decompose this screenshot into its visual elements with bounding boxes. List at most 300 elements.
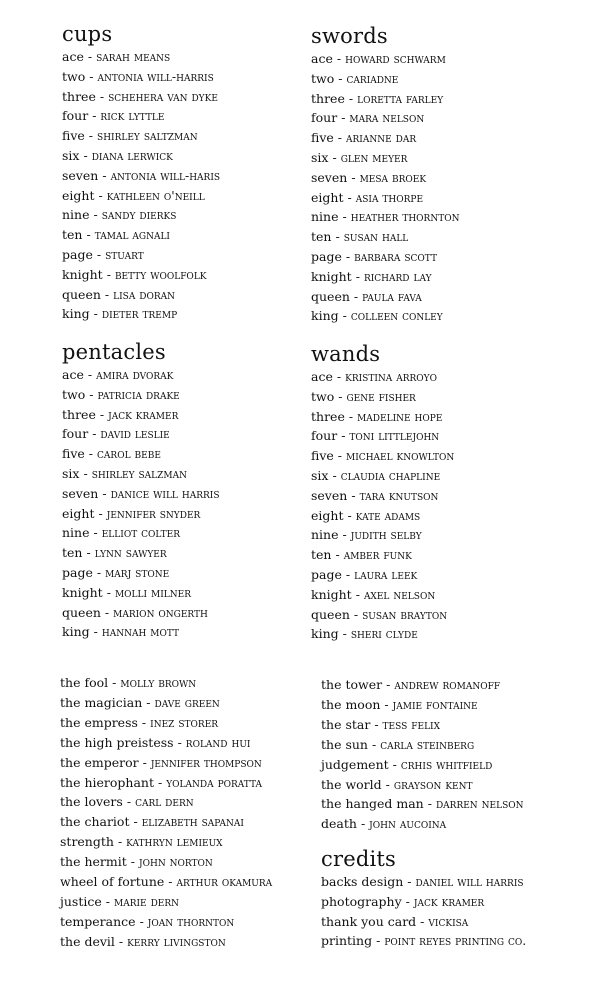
separator-dash: - (342, 209, 347, 225)
card-name: backs design (321, 874, 404, 889)
artist-name: kathleen o'neill (106, 187, 205, 203)
card-name: eight (62, 505, 95, 521)
card-name: six (311, 149, 329, 165)
card-name: the hanged man (321, 796, 424, 812)
artist-name: paula fava (362, 288, 422, 304)
separator-dash: - (374, 716, 379, 732)
list-item (321, 912, 526, 932)
separator-dash: - (385, 776, 390, 792)
list-item (311, 89, 459, 109)
separator-dash: - (98, 187, 103, 203)
artist-name: lynn sawyer (94, 545, 167, 561)
list-item (311, 585, 454, 605)
credits-list (321, 872, 526, 951)
list-item (311, 506, 454, 526)
cups-list (62, 47, 220, 324)
artist-name: roland hui (185, 734, 251, 750)
separator-dash: - (93, 624, 98, 640)
artist-name: vickisa (428, 913, 469, 929)
list-item (60, 932, 272, 952)
card-name: photography (321, 893, 402, 909)
list-item (321, 755, 524, 775)
list-item (62, 245, 220, 265)
card-name: two (311, 70, 335, 86)
list-item (62, 186, 220, 206)
artist-name: daniel will harris (415, 874, 524, 889)
separator-dash: - (337, 448, 343, 464)
card-name: king (62, 624, 90, 640)
card-name: two (311, 388, 335, 404)
separator-dash: - (341, 110, 346, 126)
list-item (62, 622, 220, 642)
artist-name: point reyes printing co. (384, 933, 527, 949)
list-item (62, 484, 220, 504)
artist-name: jennifer thompson (150, 754, 262, 770)
list-item (311, 624, 454, 644)
card-name: ace (62, 49, 84, 64)
card-name: page (311, 248, 342, 264)
card-name: king (62, 306, 90, 322)
list-item (311, 387, 454, 407)
artist-name: antonia will-haris (110, 167, 221, 183)
list-item (311, 128, 459, 148)
list-item (311, 486, 454, 506)
artist-name: claudia chapline (340, 467, 441, 483)
card-name: king (311, 308, 339, 324)
separator-dash: - (99, 406, 105, 422)
artist-name: elliot colter (101, 525, 181, 541)
artist-name: jennifer snyder (106, 505, 201, 521)
separator-dash: - (96, 246, 102, 262)
major-arcana-right-section (321, 675, 524, 834)
artist-name: john norton (138, 854, 213, 870)
list-item (60, 812, 272, 832)
list-item (62, 87, 220, 107)
list-item (311, 148, 459, 168)
list-item (60, 892, 272, 912)
list-item (321, 675, 524, 695)
artist-name: elizabeth sapanai (141, 814, 244, 830)
separator-dash: - (336, 369, 342, 384)
artist-name: asia thorpe (355, 189, 424, 205)
card-name: temperance (60, 913, 136, 929)
artist-name: arianne dar (346, 130, 417, 146)
card-name: queen (311, 288, 350, 304)
separator-dash: - (141, 714, 147, 730)
separator-dash: - (89, 68, 94, 84)
artist-name: michael knowlton (346, 448, 455, 464)
list-item (60, 673, 272, 693)
artist-name: toni littlejohn (349, 428, 440, 444)
list-item (311, 267, 459, 287)
card-name: seven (311, 169, 348, 185)
major-arcana-right-list (321, 675, 524, 834)
wands-list (311, 367, 454, 644)
separator-dash: - (88, 128, 94, 144)
card-name: nine (62, 207, 90, 223)
separator-dash: - (112, 675, 117, 690)
separator-dash: - (338, 70, 343, 86)
wands-heading: wands (311, 342, 381, 366)
card-name: queen (311, 606, 350, 622)
separator-dash: - (355, 586, 360, 602)
card-name: four (311, 110, 338, 126)
list-item (62, 543, 220, 563)
list-item (321, 931, 526, 951)
card-name: five (311, 130, 334, 146)
card-name: ten (62, 227, 83, 243)
separator-dash: - (177, 734, 182, 750)
separator-dash: - (83, 465, 88, 481)
list-item (60, 872, 272, 892)
artist-name: lisa doran (113, 286, 176, 302)
card-name: nine (311, 209, 339, 225)
card-name: eight (311, 189, 344, 205)
list-item (62, 265, 220, 285)
separator-dash: - (341, 428, 346, 444)
separator-dash: - (93, 525, 98, 541)
card-name: the fool (60, 675, 109, 690)
artist-name: dave green (154, 694, 220, 710)
separator-dash: - (142, 754, 147, 770)
separator-dash: - (342, 626, 347, 642)
separator-dash: - (102, 485, 107, 501)
separator-dash: - (88, 446, 94, 462)
list-item (311, 426, 454, 446)
credits-section (321, 847, 526, 951)
separator-dash: - (342, 527, 347, 543)
separator-dash: - (348, 90, 354, 106)
artist-name: betty woolfolk (114, 266, 207, 282)
separator-dash: - (105, 893, 110, 909)
artist-name: cariadne (346, 70, 399, 86)
separator-dash: - (96, 564, 102, 580)
card-name: ten (62, 545, 83, 561)
card-name: ten (311, 229, 332, 245)
artist-name: molly brown (120, 675, 197, 690)
artist-name: patricia drake (97, 386, 180, 402)
card-name: the high preistess (60, 734, 174, 750)
artist-name: madeline hope (357, 408, 443, 424)
list-item (60, 852, 272, 872)
list-item (311, 168, 459, 188)
card-name: thank you card (321, 913, 417, 929)
list-item (62, 583, 220, 603)
credits-heading: credits (321, 847, 397, 871)
list-item (62, 146, 220, 166)
artist-name: danice will harris (110, 485, 220, 501)
list-item (321, 715, 524, 735)
separator-dash: - (87, 367, 93, 382)
card-name: wheel of fortune (60, 874, 165, 890)
artist-name: stuart (105, 246, 144, 262)
artist-name: gene fisher (346, 388, 416, 404)
list-item (311, 227, 459, 247)
card-name: the devil (60, 933, 115, 949)
artist-name: mara nelson (349, 110, 425, 126)
separator-dash: - (83, 147, 88, 163)
card-name: three (311, 408, 345, 424)
card-name: six (62, 465, 80, 481)
artist-name: sarah means (96, 49, 171, 64)
list-item (311, 407, 454, 427)
list-item (311, 565, 454, 585)
list-item (311, 466, 454, 486)
list-item (321, 735, 524, 755)
separator-dash: - (420, 913, 425, 929)
separator-dash: - (168, 874, 173, 890)
card-name: king (311, 626, 339, 642)
card-name: five (62, 128, 85, 144)
list-item (62, 304, 220, 324)
card-name: three (311, 90, 345, 106)
list-item (311, 207, 459, 227)
wands-section (311, 342, 454, 644)
card-name: three (62, 88, 96, 104)
separator-dash: - (146, 694, 151, 710)
list-item (321, 695, 524, 715)
separator-dash: - (342, 308, 347, 324)
card-name: the empress (60, 714, 138, 730)
separator-dash: - (337, 130, 343, 146)
list-item (311, 306, 459, 326)
list-item (311, 446, 454, 466)
list-item (62, 126, 220, 146)
list-item (311, 108, 459, 128)
separator-dash: - (345, 248, 351, 264)
artist-name: marie dern (114, 893, 180, 909)
list-item (60, 693, 272, 713)
separator-dash: - (86, 227, 91, 243)
card-name: ten (311, 547, 332, 563)
artist-name: loretta farley (357, 90, 444, 106)
list-item (62, 424, 220, 444)
artist-name: richard lay (363, 268, 432, 284)
separator-dash: - (139, 913, 144, 929)
card-name: knight (311, 268, 352, 284)
artist-name: david leslie (100, 426, 170, 442)
list-item (62, 47, 220, 67)
card-name: eight (62, 187, 95, 203)
separator-dash: - (336, 51, 342, 66)
card-name: the chariot (60, 814, 130, 830)
artist-name: carla steinberg (380, 736, 475, 752)
card-name: ace (311, 369, 333, 384)
card-name: seven (311, 487, 348, 503)
artist-name: laura leek (354, 566, 418, 582)
card-name: two (62, 386, 86, 402)
card-name: justice (60, 893, 102, 909)
card-name: four (311, 428, 338, 444)
list-item (60, 713, 272, 733)
artist-name: glen meyer (340, 149, 408, 165)
separator-dash: - (130, 854, 135, 870)
list-item (62, 444, 220, 464)
card-name: seven (62, 167, 99, 183)
separator-dash: - (353, 288, 359, 304)
separator-dash: - (92, 108, 97, 124)
card-name: the world (321, 776, 382, 792)
swords-heading: swords (311, 24, 388, 48)
card-name: strength (60, 834, 114, 850)
artist-name: jack kramer (108, 406, 179, 422)
card-name: judgement (321, 756, 389, 772)
artist-name: molli milner (114, 584, 191, 600)
card-name: two (62, 68, 86, 84)
card-name: the hermit (60, 854, 127, 870)
separator-dash: - (118, 933, 124, 949)
separator-dash: - (332, 149, 337, 165)
artist-name: kathryn lemieux (126, 834, 223, 850)
list-item (62, 504, 220, 524)
list-item (311, 49, 459, 69)
list-item (62, 285, 220, 305)
card-name: six (62, 147, 80, 163)
card-name: three (62, 406, 96, 422)
list-item (62, 106, 220, 126)
separator-dash: - (376, 933, 381, 949)
artist-name: susan hall (343, 229, 409, 245)
artist-name: joan thornton (147, 913, 235, 929)
separator-dash: - (92, 426, 97, 442)
artist-name: yolanda poratta (166, 774, 262, 790)
artist-name: tara knutson (359, 487, 439, 503)
list-item (311, 525, 454, 545)
artist-name: sandy dierks (101, 207, 177, 223)
artist-name: judith selby (350, 527, 422, 543)
major-arcana-left-list (60, 673, 272, 952)
list-item (62, 225, 220, 245)
list-item (60, 912, 272, 932)
artist-name: antonia will-harris (97, 68, 214, 84)
artist-name: carol bebe (97, 446, 161, 462)
artist-name: susan brayton (362, 606, 448, 622)
card-name: the emperor (60, 754, 139, 770)
artist-name: heather thornton (350, 209, 460, 225)
card-name: knight (62, 584, 103, 600)
separator-dash: - (106, 266, 111, 282)
card-name: page (62, 246, 93, 262)
separator-dash: - (335, 229, 340, 245)
artist-name: jamie fontaine (392, 696, 478, 712)
separator-dash: - (351, 169, 356, 185)
artist-name: tamal agnali (94, 227, 170, 243)
major-arcana-left-section (60, 673, 272, 952)
separator-dash: - (351, 487, 356, 503)
artist-name: schehera van dyke (108, 88, 218, 104)
artist-name: amber funk (343, 547, 412, 563)
list-item (60, 792, 272, 812)
artist-name: arthur okamura (176, 874, 273, 890)
list-item (311, 287, 459, 307)
list-item (60, 753, 272, 773)
card-name: five (311, 448, 334, 464)
list-item (62, 464, 220, 484)
artist-name: marj stone (105, 564, 170, 580)
separator-dash: - (338, 388, 343, 404)
card-name: four (62, 426, 89, 442)
list-item (321, 892, 526, 912)
card-name: queen (62, 604, 101, 620)
list-item (60, 832, 272, 852)
separator-dash: - (335, 547, 340, 563)
list-item (311, 367, 454, 387)
separator-dash: - (104, 604, 110, 620)
pentacles-heading: pentacles (62, 340, 166, 364)
card-name: the sun (321, 736, 368, 752)
list-item (321, 794, 524, 814)
artist-name: howard schwarm (345, 51, 446, 66)
separator-dash: - (347, 189, 352, 205)
artist-name: jack kramer (413, 893, 485, 909)
artist-name: john aucoina (369, 816, 447, 832)
list-item (62, 563, 220, 583)
separator-dash: - (117, 834, 123, 850)
separator-dash: - (126, 794, 132, 810)
cups-heading: cups (62, 22, 113, 46)
artist-name: hannah mott (101, 624, 180, 640)
card-name: nine (62, 525, 90, 541)
card-name: eight (311, 507, 344, 523)
separator-dash: - (345, 566, 351, 582)
artist-name: darren nelson (435, 796, 524, 812)
artist-name: kerry livingston (127, 933, 226, 949)
artist-name: axel nelson (363, 586, 436, 602)
artist-name: marion ongerth (113, 604, 208, 620)
artist-name: rick lyttle (100, 108, 165, 124)
artist-name: dieter tremp (101, 306, 178, 322)
artist-name: sheri clyde (350, 626, 418, 642)
artist-name: andrew romanoff (394, 677, 501, 692)
card-name: ace (62, 367, 84, 382)
card-name: death (321, 816, 357, 832)
list-item (62, 603, 220, 623)
card-name: the star (321, 716, 371, 732)
card-name: ace (311, 51, 333, 66)
card-name: knight (311, 586, 352, 602)
artist-name: barbara scott (354, 248, 437, 264)
separator-dash: - (106, 584, 111, 600)
separator-dash: - (93, 306, 98, 322)
separator-dash: - (102, 167, 107, 183)
separator-dash: - (405, 893, 410, 909)
pentacles-section (62, 340, 220, 642)
list-item (321, 775, 524, 795)
card-name: nine (311, 527, 339, 543)
card-name: printing (321, 933, 373, 949)
cups-section (62, 22, 220, 324)
card-name: queen (62, 286, 101, 302)
card-name: the moon (321, 696, 381, 712)
artist-name: grayson kent (393, 776, 473, 792)
separator-dash: - (133, 814, 138, 830)
artist-name: crhis whitfield (400, 756, 493, 772)
swords-list (311, 49, 459, 326)
separator-dash: - (87, 49, 93, 64)
card-name: knight (62, 266, 103, 282)
separator-dash: - (392, 756, 397, 772)
separator-dash: - (355, 268, 360, 284)
list-item (321, 814, 524, 834)
list-item (311, 247, 459, 267)
card-name: page (62, 564, 93, 580)
separator-dash: - (384, 696, 389, 712)
list-item (62, 205, 220, 225)
separator-dash: - (86, 545, 91, 561)
card-name: page (311, 566, 342, 582)
artist-name: carl dern (135, 794, 194, 810)
list-item (62, 385, 220, 405)
